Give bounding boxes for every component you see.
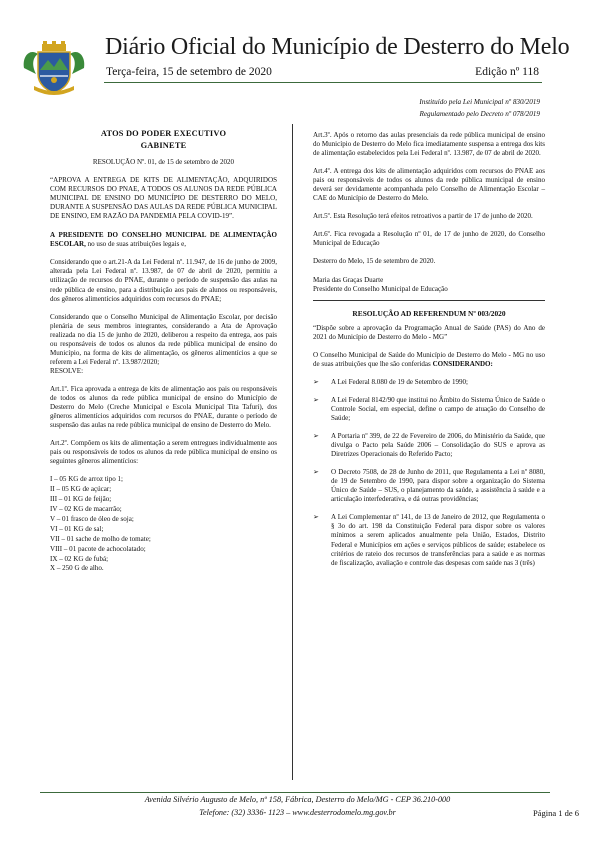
left-column (50, 128, 277, 574)
signer-name: Maria das Graças Duarte (313, 275, 384, 284)
list-item: VII – 01 sache de molho de tomate; (50, 534, 151, 543)
resolution-2-title: RESOLUÇÃO AD REFERENDUM Nº 003/2020 (352, 308, 506, 318)
institution-law: Instituído pela Lei Municipal nº 830/2019 (419, 98, 540, 106)
page-number: Página 1 de 6 (532, 808, 579, 818)
arrow-bullet-icon: ➢ (313, 432, 319, 441)
bullet-text: A Lei Complementar nº 141, de 13 de Janeiro de 2012, que Regulamenta o § 3o do art. 198 da Constituição Federal para dispor sobre os valores mínimos a serem aplicados anualmente pela União, Estados, Distrito Federal e Municípios em ações e serviços públicos de saúde; estabelece os critérios de rateio dos recursos de transferências para a saúde e as normas de fiscalização, avaliação e controle das despesas com saúde nas 3 (três) (331, 513, 545, 567)
place-date: Desterro do Melo, 15 de setembro de 2020. (313, 257, 436, 266)
institution-note (419, 97, 540, 120)
list-item (313, 378, 545, 387)
list-item (313, 396, 545, 423)
resolve-label: RESOLVE: (50, 366, 84, 375)
list-item (313, 432, 545, 459)
article-1: Art.1º. Fica aprovada a entrega de kits de alimentação aos pais ou responsáveis de todos os alunos da rede pública municipal de ensino do Município de Desterro do Melo (Creche Municipal e Escola Municipal Tita Tafuri), dos gêneros alimentícios adquiridos com recursos do PNAE, durante o período de suspensão das aulas na rede pública municipal de ensino de Desterro do Melo. (50, 384, 277, 430)
edition-number: Edição nº 118 (475, 66, 539, 78)
municipal-coat-of-arms-icon (20, 40, 88, 98)
food-items-list (50, 475, 277, 574)
bullet-text: O Decreto 7508, de 28 de Junho de 2011, que Regulamenta a Lei nº 8080, de 19 de Setembro de 1990, para dispor sobre a organização do Sistema Único de Saúde – SUS, o planejamento da saúde, a assistência à saúde e a articulação interfederativa, e dá outras providências; (331, 468, 545, 504)
bullet-text: A Lei Federal 8.080 de 19 de Setembro de 1990; (331, 377, 468, 386)
list-item: V – 01 frasco de óleo de soja; (50, 514, 134, 523)
section-subtitle: GABINETE (140, 140, 187, 150)
arrow-bullet-icon: ➢ (313, 395, 319, 404)
right-column (313, 131, 545, 568)
resolution-ementa: “APROVA A ENTREGA DE KITS DE ALIMENTAÇÃO, ADQUIRIDOS COM RECURSOS DO PNAE, A TODOS OS ALUNOS DA REDE PÚBLICA MUNICIPAL DE ENSINO DO MUNICÍPIO DE DESTERRO DO MELO, DURANTE A SUSPENSÃO DAS AULAS DA REDE PÚBLICA MUNICIPAL DE ENSINO, EM RAZÃO DA PANDEMIA PELA COVID-19”. (50, 176, 277, 221)
list-item (313, 468, 545, 504)
arrow-bullet-icon: ➢ (313, 468, 319, 477)
arrow-bullet-icon: ➢ (313, 377, 319, 386)
list-item (313, 513, 545, 567)
institution-decree: Regulamentado pelo Decreto nº 078/2019 (419, 109, 540, 118)
list-item: IV – 02 KG de macarrão; (50, 505, 122, 514)
resolution-2-ementa: “Dispõe sobre a aprovação da Programação Anual de Saúde (PAS) do Ano de 2021 do Município de Desterro do Melo - MG” (313, 323, 545, 341)
preamble (50, 231, 277, 249)
list-item: IX – 02 KG de fubá; (50, 554, 109, 563)
resolution-title: RESOLUÇÃO Nº. 01, de 15 de setembro de 2020 (92, 158, 235, 166)
article-6: Art.6º. Fica revogada a Resolução nº 01, de 17 de junho de 2020, do Conselho Municipal de Educação (313, 230, 545, 248)
article-3: Art.3º. Após o retorno das aulas presenciais da rede pública municipal de ensino do Município de Desterro do Melo fica imediatamente suspensa a entrega dos kits de alimentação estabelecidos pela Lei Federal nº. 13.987, de 07 de abril de 2020. (313, 131, 545, 158)
article-5: Art.5º. Esta Resolução terá efeitos retroativos a partir de 17 de junho de 2020. (313, 212, 533, 221)
arrow-bullet-icon: ➢ (313, 513, 319, 522)
considerando-1: Considerando que o art.21-A da Lei Federal nº. 11.947, de 16 de junho de 2009, alterada pela Lei Federal nº. 13.987, de 07 de abril de 2020, permitiu a utilização de recursos do PNAE, durante o período de suspensão das aulas na rede pública de ensino, para a distribuição aos pais de alunos ou responsáveis, dos gêneros alimentícios adquiridos com recursos do PNAE; (50, 258, 277, 303)
council-preamble (313, 351, 545, 369)
list-item: III – 01 KG de feijão; (50, 495, 112, 504)
footer-contact: Telefone: (32) 3336- 1123 – www.desterrodomelo.mg.gov.br (199, 808, 396, 817)
header-rule (104, 82, 542, 83)
article-4: Art.4º. A entrega dos kits de alimentação adquiridos com recursos do PNAE aos pais ou responsáveis de todos os alunos da rede pública municipal de ensino deverá ser devidamente acompanhada pelo Conselho de Alimentação Escolar – CAE do Município de Desterro do Melo. (313, 167, 545, 203)
article-2: Art.2º. Compõem os kits de alimentação a serem entregues individualmente aos pais ou responsáveis de todos os alunos da rede pública municipal de ensino os seguintes gêneros alimentícios: (50, 439, 277, 466)
bullet-text: A Lei Federal 8142/90 que institui no Âmbito do Sistema Único de Saúde o Controle Social, em especial, define o campo de atuação do Conselho de Saúde; (331, 395, 545, 422)
section-rule (313, 300, 545, 301)
column-divider (292, 124, 293, 780)
footer-address: Avenida Silvério Augusto de Melo, nº 158, Fábrica, Desterro do Melo/MG - CEP 36.210-000 (144, 795, 451, 804)
preamble-rest: no uso de suas atribuições legais e, (85, 240, 187, 249)
considerando-label: CONSIDERANDO: (432, 359, 493, 368)
list-item: VI – 01 KG de sal; (50, 524, 104, 533)
considerando-2: Considerando que o Conselho Municipal de Alimentação Escolar, por decisão plenária de seus membros integrantes, considerando a Ata de Aprovação realizada no dia 15 de junho de 2020, deliberou a respeito da entrega, aos pais ou responsáveis de todos os alunos da rede pública municipal de ensino do Município, na forma de kits de alimentação, os gêneros alimentícios a que se referem a Lei Federal nº. 13.987/2020; (50, 312, 277, 366)
preamble-bold: A PRESIDENTE DO CONSELHO MUNICIPAL DE ALIMENTAÇÃO ESCOLAR, (50, 231, 277, 249)
publication-date: Terça-feira, 15 de setembro de 2020 (106, 66, 272, 78)
section-title: ATOS DO PODER EXECUTIVO (100, 129, 227, 138)
gazette-title: Diário Oficial do Município de Desterro do Melo (105, 34, 570, 60)
council-text: O Conselho Municipal de Saúde do Município de Desterro do Melo - MG no uso de suas atribuições que lhe são conferidas (313, 350, 545, 368)
signer-role: Presidente do Conselho Municipal de Educação (313, 284, 448, 293)
bullet-text: A Portaria nº 399, de 22 de Fevereiro de 2006, do Ministério da Saúde, que divulga o Pacto pela Saúde 2006 – Consolidação do SUS e aprova as Diretrizes Operacionais do Referido Pacto; (331, 432, 545, 459)
list-item: X – 250 G de alho. (50, 564, 104, 573)
list-item: II – 05 KG de açúcar; (50, 485, 112, 494)
footer-rule (40, 792, 550, 793)
section-heading (50, 128, 277, 151)
list-item: I – 05 KG de arroz tipo 1; (50, 475, 123, 484)
list-item: VIII – 01 pacote de achocolatado; (50, 544, 146, 553)
